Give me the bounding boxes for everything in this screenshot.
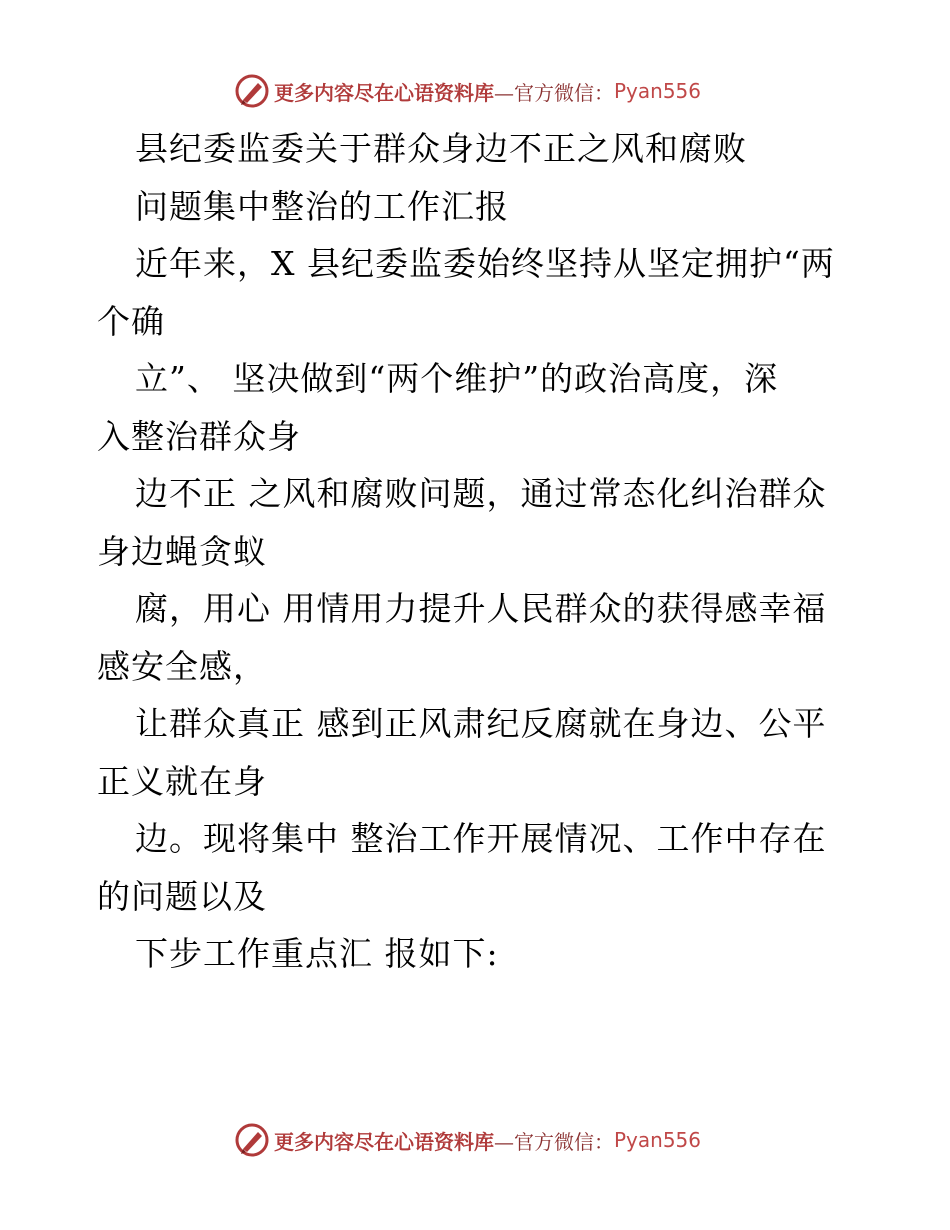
pen-logo-icon [234,73,270,109]
paragraph-line: 个确 [97,301,165,341]
watermark-wechat-label: —官方微信： [494,80,614,105]
paragraph-line: 身边蝇贪蚁 [97,531,267,571]
paragraph-line: 入整治群众身 [97,416,301,456]
paragraph-line: 腐，用心 用情用力提升人民群众的获得感幸福 [135,589,827,628]
watermark-wechat-id: Pyan556 [614,1128,702,1152]
document-body [97,120,857,983]
watermark-wechat-label: —官方微信： [494,1129,614,1154]
watermark-brand-text: 更多内容尽在心语资料库 [274,1129,494,1154]
title-line-1: 县纪委监委关于群众身边不正之风和腐败 [135,129,747,168]
header-watermark [234,71,734,111]
paragraph-line: 正义就在身 [97,761,267,801]
paragraph-line: 下步工作重点汇 报如下: [135,934,499,973]
paragraph-line: 边不正 之风和腐败问题，通过常态化纠治群众 [135,474,827,513]
paragraph-line: 感安全感， [97,646,267,686]
watermark-brand-text: 更多内容尽在心语资料库 [274,80,494,105]
footer-watermark [234,1120,734,1160]
paragraph-line: 近年来，X 县纪委监委始终坚持从坚定拥护“两 [135,244,835,283]
paragraph-line: 边。现将集中 整治工作开展情况、工作中存在 [135,819,827,858]
title-line-2: 问题集中整治的工作汇报 [135,186,509,226]
paragraph-line: 让群众真正 感到正风肃纪反腐就在身边、公平 [135,704,827,743]
watermark-wechat-id: Pyan556 [614,79,702,103]
pen-logo-icon [234,1122,270,1158]
paragraph-line: 立”、 坚决做到“两个维护”的政治高度，深 [135,359,779,398]
paragraph-line: 的问题以及 [97,876,267,916]
